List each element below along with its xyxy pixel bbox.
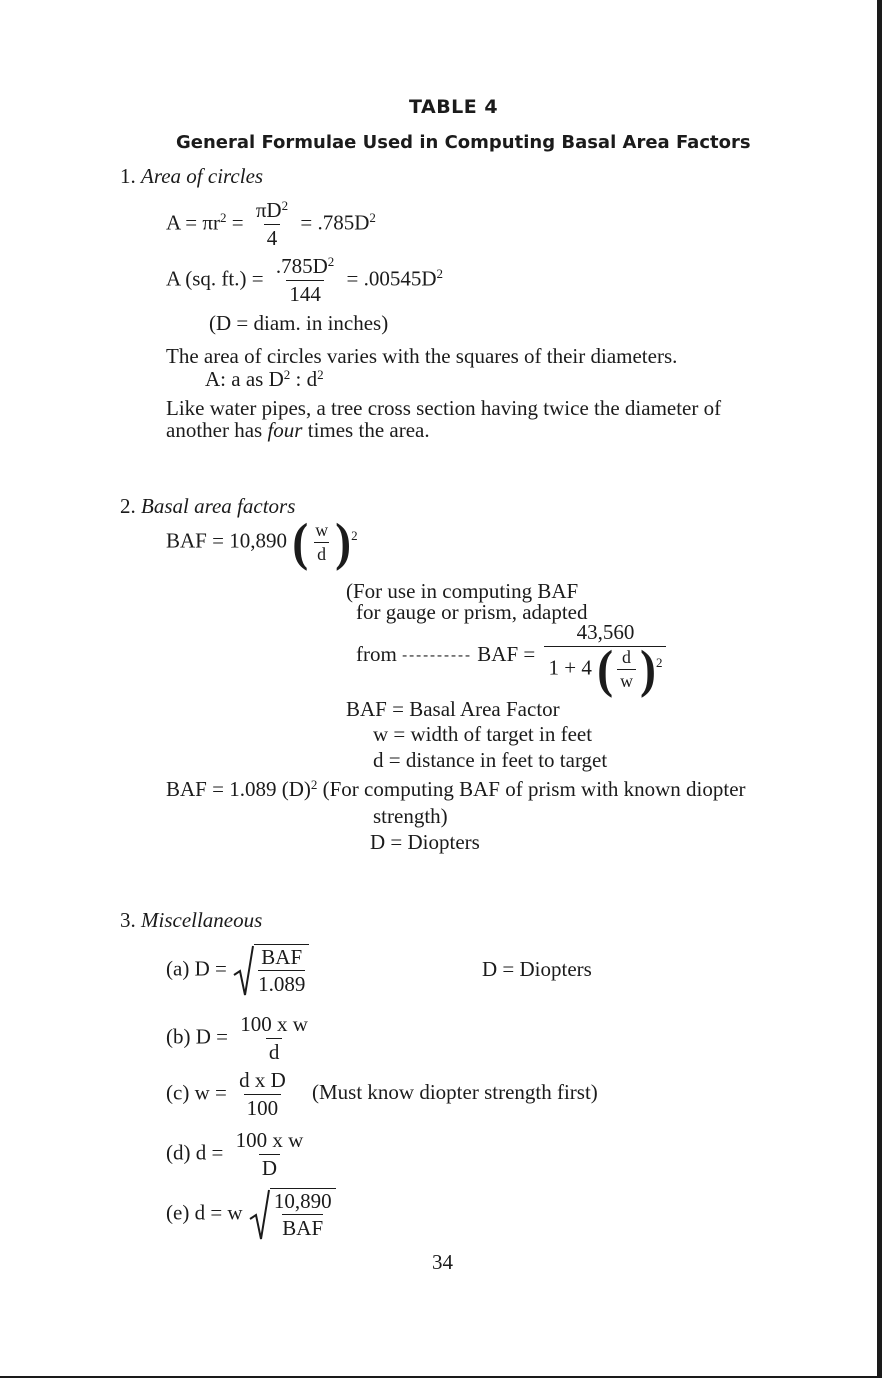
- formula-a-note: D = Diopters: [482, 957, 592, 981]
- section-number: 1.: [120, 164, 136, 188]
- paragraph-line-2: another has four times the area.: [166, 418, 430, 442]
- fraction: [544, 620, 666, 699]
- section-title: Area of circles: [141, 164, 264, 188]
- exponent: 2: [436, 266, 444, 282]
- sqrt-icon: BAF 1.089: [232, 944, 309, 997]
- section-2-heading: [120, 494, 295, 519]
- definition-w: w = width of target in feet: [373, 722, 593, 746]
- formula-a: (a) D = BAF 1.089: [166, 944, 309, 997]
- baf-note-line-1: (For use in computing BAF: [346, 579, 579, 603]
- baf-note-line-2: for gauge or prism, adapted: [356, 600, 588, 624]
- formula-d: (d) d = $\frac{\text{100 x w}}{D}$: [166, 1128, 304, 1180]
- section-3-heading: [120, 908, 262, 933]
- definition-d: d = distance in feet to target: [373, 748, 608, 772]
- numerator: $.785D^2$: [275, 253, 335, 278]
- exponent: 2: [351, 528, 358, 544]
- formula-rhs: = .785D: [300, 210, 370, 235]
- left-paren: (: [292, 512, 309, 572]
- area-formula: [166, 198, 376, 251]
- baf-alt-formula: [356, 620, 670, 699]
- exponent: 2: [369, 210, 376, 226]
- numerator: $\pi D^2$: [255, 197, 289, 222]
- section-title: Miscellaneous: [141, 908, 263, 932]
- page-number: 34: [432, 1250, 453, 1274]
- fraction: [253, 198, 291, 251]
- formula-rhs: = .00545D: [346, 266, 437, 291]
- denominator: 4: [264, 224, 281, 251]
- denominator: 144: [286, 280, 324, 307]
- fraction: [273, 254, 337, 307]
- baf-formula: [166, 512, 358, 572]
- area-text: The area of circles varies with the squares of their diameters.: [166, 344, 678, 368]
- exponent: 2: [219, 210, 227, 226]
- page-title: TABLE 4: [409, 96, 499, 118]
- denominator: 1 + 4 ( $\frac{d}{w}$ )$^2$: [544, 646, 666, 692]
- formula-lhs: BAF = 10,890: [166, 528, 287, 553]
- section-number: 2.: [120, 494, 136, 518]
- paragraph-line-1: Like water pipes, a tree cross section having twice the diameter of: [166, 396, 722, 420]
- prism-note-line-2: strength): [373, 804, 448, 828]
- formula-lhs: A = πr: [166, 210, 220, 235]
- definition-baf: BAF = Basal Area Factor: [346, 697, 560, 721]
- section-title: Basal area factors: [141, 494, 296, 518]
- diameter-note: (D = diam. in inches): [209, 311, 389, 335]
- formula-b: (b) D = $\frac{\text{100 x w}}{d}$: [166, 1012, 308, 1064]
- page-subtitle: General Formulae Used in Computing Basal Area Factors: [176, 132, 751, 153]
- prism-formula: BAF = 1.089 $(D)^2$ (For computing BAF of prism with known diopter: [166, 776, 746, 801]
- formula-lhs: A (sq. ft.) =: [166, 266, 264, 291]
- sqrt-icon: 10,890 BAF: [248, 1188, 336, 1241]
- section-1-heading: [120, 164, 263, 189]
- numerator: 43,560: [576, 620, 635, 644]
- blank-dashes: ----------: [402, 647, 473, 664]
- proportion: A: a as $D^2$ : $d^2$: [205, 366, 324, 391]
- baf-equals: BAF =: [477, 641, 536, 666]
- formula-c: (c) w = $\frac{\text{d x D}}{100}$ (Must know diopter strength first): [166, 1068, 598, 1120]
- right-paren: ): [335, 512, 352, 572]
- prism-note-line-3: D = Diopters: [370, 830, 480, 854]
- area-sqft-formula: [166, 254, 443, 307]
- fraction: $\frac{w}{d}$: [315, 520, 329, 564]
- formula-e: (e) d = w 10,890 BAF: [166, 1188, 336, 1241]
- equals-sign: =: [231, 210, 244, 235]
- section-number: 3.: [120, 908, 136, 932]
- from-text: from: [356, 641, 397, 666]
